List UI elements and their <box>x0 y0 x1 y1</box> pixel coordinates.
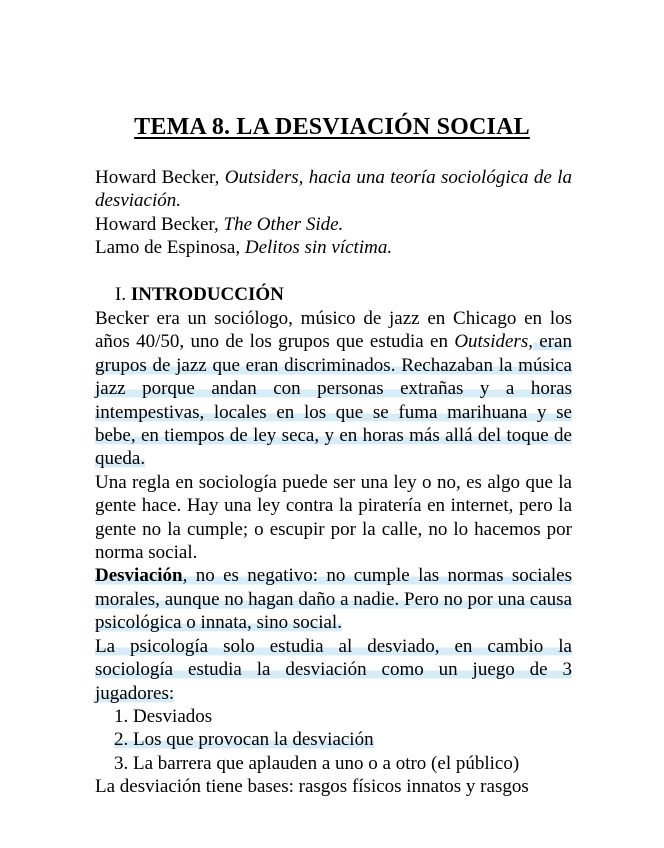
paragraph-text: Una regla en sociología puede ser una ley o no, es algo que la gente hace. Hay una ley contra la piratería en internet, pero la gente no la cumple; o escupir por la calle, no lo hacemos por norma social. <box>95 471 572 564</box>
list-item-text: 1. Desviados <box>114 705 213 727</box>
list-item-text: 3. La barrera que aplauden a uno o a otro (el público) <box>114 752 520 774</box>
list-item <box>114 752 572 775</box>
paragraph <box>95 564 572 634</box>
players-list <box>95 705 572 775</box>
paragraph <box>95 471 572 565</box>
list-item-text: 2. Los que provocan la desviación <box>114 729 374 751</box>
paragraph-italic: Outsiders, <box>454 331 533 353</box>
highlighted-text: eran grupos de jazz que eran discriminados. Rechazaban la música jazz porque andan con personas extrañas y a horas intempestivas, locales en los que se fuma marihuana y se bebe, en tiempos de ley seca, y en horas más allá del toque de queda. <box>95 331 572 470</box>
reference-author: Howard Becker, <box>95 167 225 188</box>
reference-work: Delitos sin víctima. <box>244 237 393 259</box>
section-heading <box>115 283 575 306</box>
references-block <box>95 166 572 260</box>
paragraph-text: Becker era un sociólogo, músico de jazz en Chicago en los años 40/50, uno de los grupos que estudia en <box>95 308 572 353</box>
term-bold: Desviación <box>95 565 183 587</box>
reference-work: The Other Side. <box>223 213 344 235</box>
body-text <box>95 307 572 799</box>
reference-author: Lamo de Espinosa, <box>95 237 245 259</box>
reference-item <box>95 236 572 259</box>
reference-author: Howard Becker, <box>95 213 224 235</box>
list-item <box>114 705 572 728</box>
paragraph <box>95 635 572 705</box>
list-item <box>114 728 572 751</box>
reference-work: Outsiders, hacia una teoría sociológica de la desviación. <box>95 167 572 212</box>
reference-item <box>95 166 572 213</box>
document-title: TEMA 8. LA DESVIACIÓN SOCIAL <box>134 114 530 140</box>
paragraph <box>95 307 572 471</box>
paragraph-text: , no es negativo: no cumple las normas sociales morales, aunque no hagan daño a nadie. Pero no por una causa psicológica o innata, sino social. <box>95 565 572 634</box>
reference-item <box>95 213 572 236</box>
paragraph-text: La desviación tiene bases: rasgos físicos innatos y rasgos <box>95 776 529 798</box>
section-number: I. <box>115 284 131 305</box>
highlighted-text <box>95 565 572 633</box>
section-title: INTRODUCCIÓN <box>130 284 284 305</box>
paragraph <box>95 775 572 798</box>
highlighted-text: La psicología solo estudia al desviado, en cambio la sociología estudia la desviación como un juego de 3 jugadores: <box>95 635 572 704</box>
